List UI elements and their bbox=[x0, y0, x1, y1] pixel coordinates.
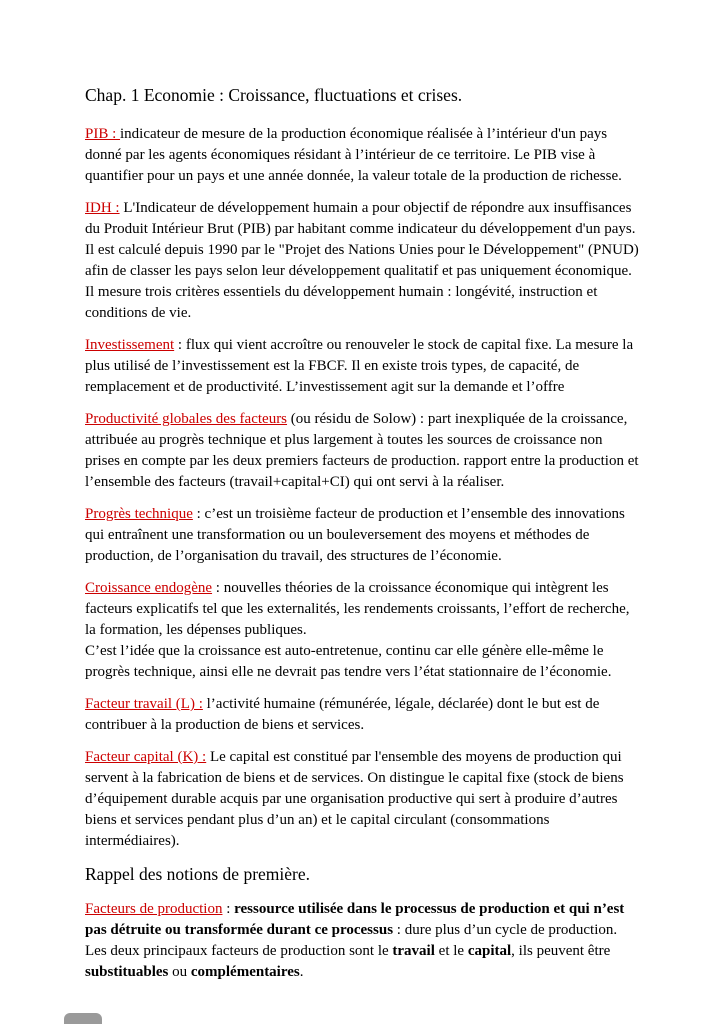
term-text: Facteur travail (L) : bbox=[85, 696, 203, 712]
section-heading-rappel bbox=[85, 863, 641, 885]
term-text: IDH : bbox=[85, 200, 120, 216]
paragraph-croissance-endogene bbox=[85, 578, 641, 683]
text-segment: : nouvelles théories de la croissance économique qui intègrent les facteurs explicatifs tel que les externalités, les rendements croissants, l’effort de recherche, la formation, les dépenses publiques. bbox=[85, 580, 630, 638]
paragraph-facteur-capital bbox=[85, 747, 641, 852]
page-title: Chap. 1 Economie : Croissance, fluctuations et crises. bbox=[85, 85, 463, 105]
text-segment: : c’est un troisième facteur de production et l’ensemble des innovations qui entraînent une transformation ou un bouleversement des moyens et méthodes de production, de l’organisation du travail, des structures de l’économie. bbox=[85, 506, 625, 564]
paragraph-progres-technique bbox=[85, 504, 641, 567]
paragraph-investissement bbox=[85, 335, 641, 398]
text-segment: Rappel des notions de première. bbox=[85, 864, 311, 884]
text-segment: ressource utilisée dans le processus de production et qui n’est pas détruite ou transformée durant ce processus bbox=[85, 901, 625, 938]
term-text: Facteurs de production bbox=[85, 901, 223, 917]
text-segment: capital bbox=[467, 943, 512, 959]
term-text: Investissement bbox=[85, 337, 175, 353]
paragraph-facteurs-de-production bbox=[85, 899, 641, 983]
term-text: Progrès technique bbox=[85, 506, 193, 522]
paragraph-idh bbox=[85, 198, 641, 324]
text-segment: travail bbox=[392, 943, 435, 959]
text-segment: C’est l’idée que la croissance est auto-entretenue, continu car elle génère elle-même le progrès technique, ainsi elle ne devrait pas tendre vers l’état stationnaire de l’économie. bbox=[85, 643, 612, 680]
text-segment: et le bbox=[434, 943, 468, 959]
text-segment: substituables bbox=[85, 964, 169, 980]
paragraph-pib bbox=[85, 124, 641, 187]
term-text: Facteur capital (K) : bbox=[85, 749, 207, 765]
text-segment: . bbox=[299, 964, 304, 980]
paragraph-facteur-travail bbox=[85, 694, 641, 736]
text-segment: , ils peuvent être bbox=[511, 943, 611, 959]
term-text: Croissance endogène bbox=[85, 580, 213, 596]
term-text: Productivité globales des facteurs bbox=[85, 411, 288, 427]
text-segment: : bbox=[222, 901, 235, 917]
text-segment: complémentaires bbox=[190, 964, 300, 980]
text-segment: l’activité humaine (rémunérée, légale, déclarée) dont le but est de contribuer à la production de biens et services. bbox=[85, 696, 600, 733]
text-segment: : flux qui vient accroître ou renouveler le stock de capital fixe. La mesure la plus utilisé de l’investissement est la FBCF. Il en existe trois types, de capacité, de remplacement et de productivité. L’investissement agit sur la demande et l’offre bbox=[85, 337, 634, 395]
horizontal-scrollbar-thumb[interactable] bbox=[64, 1013, 102, 1024]
text-segment: (ou résidu de Solow) : part inexpliquée de la croissance, attribuée au progrès technique et plus largement à toutes les sources de croissance non prises en compte par les deux premiers facteurs de production. rapport entre la production et l’ensemble des facteurs (travail+capital+CI) qui ont servi à la réaliser. bbox=[85, 411, 639, 490]
paragraph-productivite-globale bbox=[85, 409, 641, 493]
text-segment: ou bbox=[168, 964, 191, 980]
text-segment: : dure plus d’un cycle de production. Les deux principaux facteurs de production sont le bbox=[85, 922, 618, 959]
text-segment: Le capital est constitué par l'ensemble des moyens de production qui servent à la fabrication de biens et de services. On distingue le capital fixe (stock de biens d’équipement durable acquis par une organisation productive qui sert à produire d’autres biens et services pendant plus d’un an) et le capital circulant (consommations intermédiaires). bbox=[85, 749, 624, 849]
document-content bbox=[85, 84, 641, 994]
document-body bbox=[85, 124, 641, 983]
term-text: PIB : bbox=[85, 126, 121, 142]
text-segment: indicateur de mesure de la production économique réalisée à l’intérieur d'un pays donné par les agents économiques résidant à l’intérieur de ce territoire. Le PIB vise à quantifier pour un pays et une année donnée, la valeur totale de la production de richesse. bbox=[85, 126, 622, 184]
text-segment: L'Indicateur de développement humain a pour objectif de répondre aux insuffisances du Produit Intérieur Brut (PIB) par habitant comme indicateur du développement d'un pays. Il est calculé depuis 1990 par le "Projet des Nations Unies pour le Développement" (PNUD) afin de classer les pays selon leur développement qualitatif et pas uniquement économique. Il mesure trois critères essentiels du développement humain : longévité, instruction et conditions de vie. bbox=[85, 200, 639, 321]
